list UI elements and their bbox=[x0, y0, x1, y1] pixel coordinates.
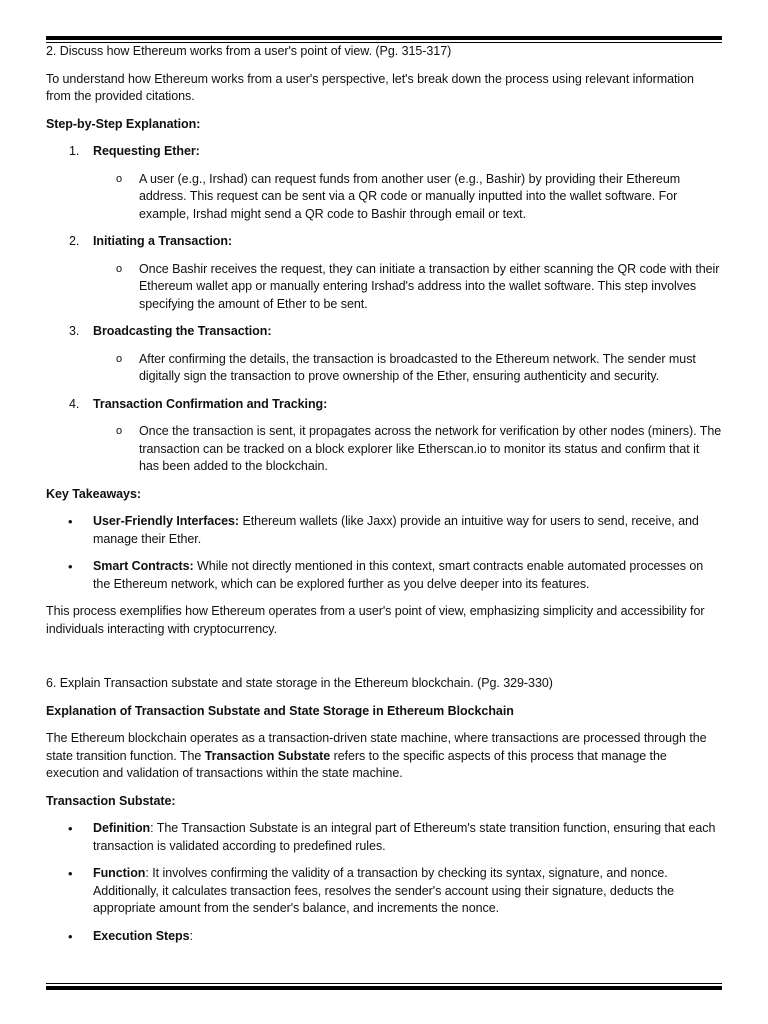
sub-bullet-icon: o bbox=[116, 262, 123, 275]
step-title: Transaction Confirmation and Tracking: bbox=[93, 396, 328, 411]
bullet-icon: • bbox=[68, 514, 73, 529]
sub-bullet-icon: o bbox=[116, 425, 123, 437]
takeaway-item: • User-Friendly Interfaces: Ethereum wallets (like Jaxx) provide an intuitive way for users to send, receive, and manage their Ether. bbox=[68, 514, 699, 546]
section-2-intro: To understand how Ethereum works from a user's perspective, let's break down the process using relevant information from the provided citations. bbox=[46, 71, 694, 103]
step-title: Requesting Ether: bbox=[93, 144, 200, 158]
bullet-icon: • bbox=[68, 928, 73, 944]
sub-bullet-icon: o bbox=[116, 172, 123, 185]
substate-item: • Function: It involves confirming the validity of a transaction by checking its syntax, signature, and nonce. Additionally, it calculates transaction fees, resolves the sender's account using their signature, deducts the appropriate amount from the sender's balance, and increments the nonce. bbox=[68, 866, 675, 915]
substate-heading: Transaction Substate: bbox=[46, 793, 176, 808]
step-number: 2. bbox=[69, 234, 80, 248]
section-6-intro: The Ethereum blockchain operates as a transaction-driven state machine, where transactions are processed through the state transition function. The Transaction Substate refers to the specific aspects of this process that manage the execution and validation of transactions within the state machine. bbox=[46, 731, 707, 780]
step-item bbox=[46, 323, 722, 341]
step-title: Initiating a Transaction: bbox=[93, 234, 233, 248]
section-2-conclusion: This process exemplifies how Ethereum operates from a user's point of view, emphasizing simplicity and accessibility for individuals interacting with cryptocurrency. bbox=[46, 604, 705, 636]
substate-item: • Execution Steps: bbox=[68, 928, 193, 944]
step-detail: o Once the transaction is sent, it propagates across the network for verification by other nodes (miners). The transaction can be tracked on a block explorer like Etherscan.io to monitor its status and confirm that it has been added to the blockchain. bbox=[116, 424, 722, 473]
question-2-heading: 2. Discuss how Ethereum works from a user's point of view. (Pg. 315-317) bbox=[46, 44, 452, 58]
step-item bbox=[46, 143, 722, 161]
bullet-icon: • bbox=[68, 866, 73, 881]
step-number: 1. bbox=[69, 144, 80, 158]
bullet-icon: • bbox=[68, 559, 73, 574]
step-item bbox=[46, 233, 722, 251]
step-detail: o A user (e.g., Irshad) can request funds from another user (e.g., Bashir) by providing their Ethereum address. This request can be sent via a QR code or manually inputted into the wallet software. For example, Irshad might send a QR code to Bashir through email or text. bbox=[116, 171, 681, 221]
step-title: Broadcasting the Transaction: bbox=[93, 324, 272, 338]
step-number: 3. bbox=[69, 324, 80, 338]
steps-heading: Step-by-Step Explanation: bbox=[46, 116, 201, 131]
question-6-heading: 6. Explain Transaction substate and state storage in the Ethereum blockchain. (Pg. 329-330) bbox=[46, 676, 553, 690]
document-body bbox=[46, 43, 722, 945]
step-detail: o After confirming the details, the transaction is broadcasted to the Ethereum network. The sender must digitally sign the transaction to prove ownership of the Ether, ensuring authenticity and security. bbox=[116, 351, 696, 383]
bottom-double-rule bbox=[46, 983, 722, 990]
step-number: 4. bbox=[69, 396, 80, 411]
top-double-rule bbox=[46, 36, 722, 43]
sub-bullet-icon: o bbox=[116, 352, 123, 365]
section-6-title: Explanation of Transaction Substate and State Storage in Ethereum Blockchain bbox=[46, 703, 514, 718]
step-item bbox=[46, 396, 722, 414]
takeaway-item: • Smart Contracts: While not directly mentioned in this context, smart contracts enable automated processes on the Ethereum network, which can be explored further as you delve deeper into its features. bbox=[68, 559, 704, 591]
bullet-icon: • bbox=[68, 821, 73, 836]
takeaways-heading: Key Takeaways: bbox=[46, 486, 141, 501]
step-detail: o Once Bashir receives the request, they can initiate a transaction by either scanning the QR code with their Ethereum wallet app or manually entering Irshad's address into the wallet software. This step involves specifying the amount of Ether to be sent. bbox=[116, 261, 720, 311]
substate-item: • Definition: The Transaction Substate is an integral part of Ethereum's state transition function, ensuring that each transaction is validated according to predefined rules. bbox=[68, 821, 716, 853]
